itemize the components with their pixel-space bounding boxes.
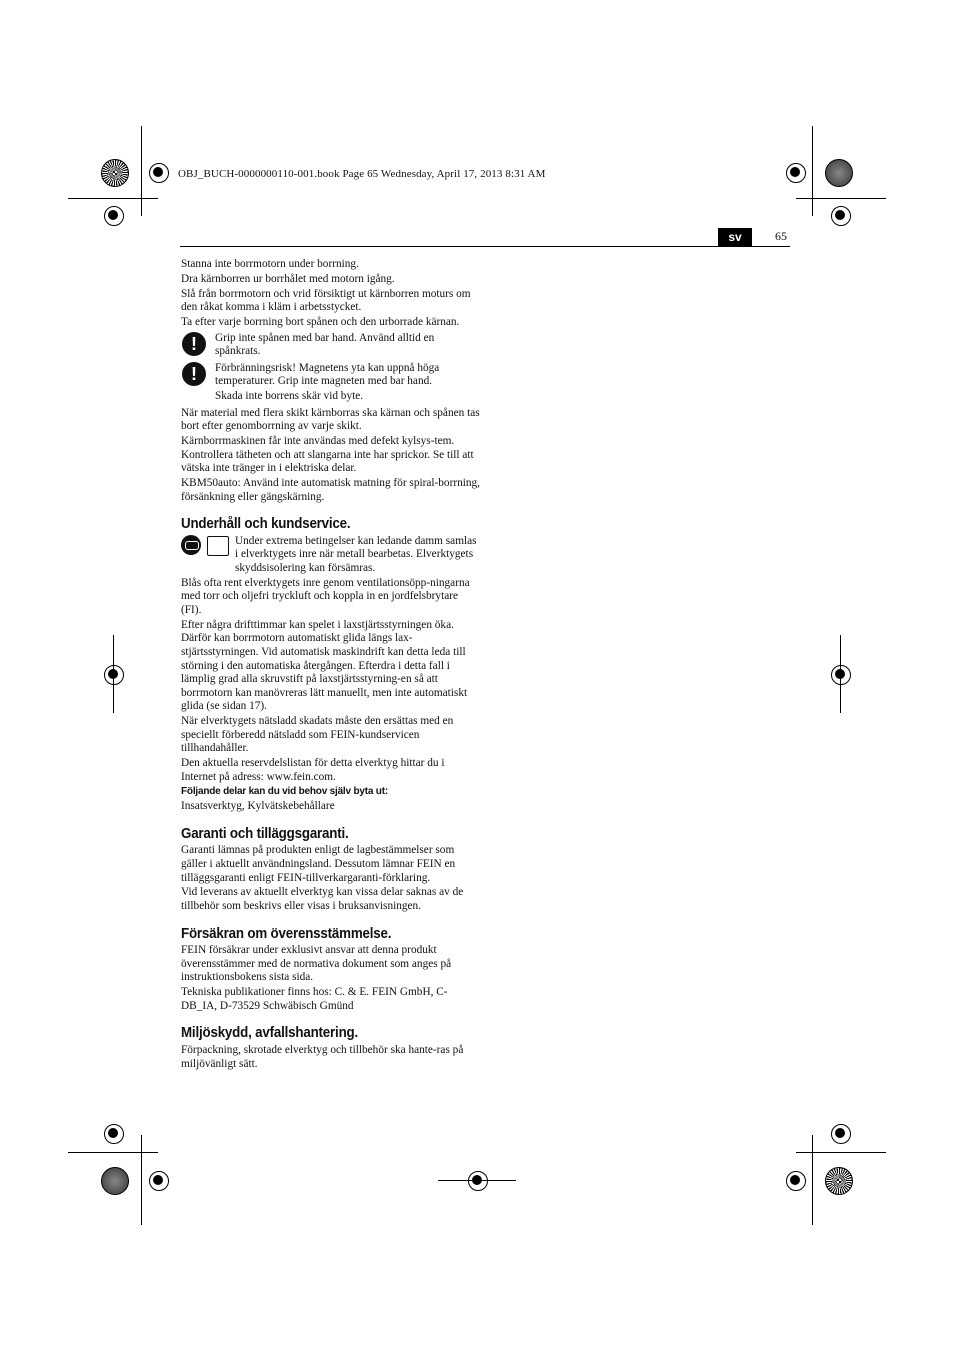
warning-block: [181, 332, 481, 359]
crop-mark: [438, 1180, 516, 1181]
warning-text: Förbränningsrisk! Magnetens yta kan uppnå höga temperaturer. Grip inte magneten med bar hand.: [215, 361, 440, 388]
color-rosette: [825, 1167, 853, 1195]
paragraph: FEIN försäkrar under exklusivt ansvar att denna produkt överensstämmer med de normativa dokument som anges på instruktionsbokens sista sida.: [181, 944, 452, 984]
paragraph: När material med flera skikt kärnborras ska kärnan och spånen tas bort efter genomborrning av varje skikt.: [181, 406, 480, 433]
crosshair-mark: [468, 1171, 488, 1191]
crosshair-mark: [786, 1171, 806, 1191]
warning-text: Skada inte borrens skär vid byte.: [215, 390, 364, 403]
crosshair-mark: [104, 665, 124, 685]
eye-protection-icon: [181, 535, 201, 555]
book-header: OBJ_BUCH-0000000110-001.book Page 65 Wednesday, April 17, 2013 8:31 AM: [178, 168, 546, 180]
subheading: Följande delar kan du vid behov själv byta ut:: [181, 786, 388, 798]
header-rule: [180, 246, 790, 247]
crosshair-mark: [149, 1171, 169, 1191]
icon-notice: [181, 535, 481, 576]
color-rosette: [101, 1167, 129, 1195]
warning-text: Grip inte spånen med bar hand. Använd alltid en spånkrats.: [215, 331, 435, 358]
exclamation-icon: !: [182, 362, 206, 386]
paragraph: När elverktygets nätsladd skadats måste den ersättas med en speciellt förberedd nätsladd som FEIN-kundservicen tillhandahåller.: [181, 715, 454, 755]
page-number: 65: [775, 229, 787, 243]
paragraph: Dra kärnborren ur borrhålet med motorn igång.: [181, 272, 395, 285]
crop-mark: [796, 1152, 886, 1153]
color-rosette: [101, 159, 129, 187]
section-heading: Miljöskydd, avfallshantering.: [181, 1025, 359, 1042]
paragraph: Vid leverans av aktuellt elverktyg kan vissa delar saknas av de tillbehör som beskrivs eller visas i bruksanvisningen.: [181, 886, 464, 912]
crosshair-mark: [831, 1124, 851, 1144]
crosshair-mark: [104, 1124, 124, 1144]
paragraph: Kärnborrmaskinen får inte användas med defekt kylsys-tem. Kontrollera tätheten och att slangarna inte har sprickor. Se till att vätska inte tränger in i elektriska delar.: [181, 435, 474, 475]
crop-mark: [812, 126, 813, 216]
crosshair-mark: [831, 206, 851, 226]
color-rosette: [825, 159, 853, 187]
crosshair-mark: [104, 206, 124, 226]
paragraph: Tekniska publikationer finns hos: C. & E. FEIN GmbH, C-DB_IA, D-73529 Schwäbisch Gmünd: [181, 986, 448, 1012]
crop-mark: [113, 635, 114, 713]
crop-mark: [141, 1135, 142, 1225]
section-heading: Underhåll och kundservice.: [181, 516, 351, 533]
crop-mark: [68, 198, 158, 199]
section-heading: Garanti och tilläggsgaranti.: [181, 825, 349, 842]
notice-text: Under extrema betingelser kan ledande damm samlas i elverktygets inre när metall bearbetas. Elverktygets skyddsisolering kan försämras.: [235, 534, 477, 574]
crop-mark: [141, 126, 142, 216]
paragraph: KBM50auto: Använd inte automatisk matning för spiral-borrning, försänkning eller gängskärning.: [181, 477, 481, 503]
crop-mark: [796, 198, 886, 199]
paragraph: Stanna inte borrmotorn under borrning.: [181, 258, 359, 270]
crop-mark: [840, 635, 841, 713]
crosshair-mark: [786, 163, 806, 183]
paragraph: Den aktuella reservdelslistan för detta elverktyg hittar du i Internet på adress: www.fein.com.: [181, 757, 445, 783]
paragraph: Garanti lämnas på produkten enligt de lagbestämmelser som gäller i aktuellt användningsland. Dessutom lämnar FEIN en tilläggsgaranti enligt FEIN-tillverkargaranti-förklaring.: [181, 844, 456, 884]
crop-mark: [68, 1152, 158, 1153]
crosshair-mark: [831, 665, 851, 685]
paragraph: Slå från borrmotorn och vrid försiktigt ut kärnborren moturs om den råkat komma i kläm i arbetsstycket.: [181, 287, 471, 314]
notice-icons: [181, 535, 233, 557]
warning-block: [181, 362, 481, 404]
crop-mark: [812, 1135, 813, 1225]
exclamation-icon: !: [182, 332, 206, 356]
language-badge: sv: [718, 228, 752, 246]
section-heading: Försäkran om överensstämmelse.: [181, 925, 392, 942]
paragraph: Efter några drifttimmar kan spelet i laxstjärtsstyrningen öka. Därför kan borrmotorn automatiskt glida längs lax-stjärtsstyrningen. Vid automatisk maskindrift kan detta leda till störning i den automatiska återgången. Efterdra i detta fall i lämplig grad alla skruvstift på laxstjärtsstyrning-en så att borrmotorn kan manövreras lätt manuellt, men inte automatiskt glida (se sidan 17).: [181, 618, 468, 713]
text-column: [181, 258, 481, 1072]
fi-breaker-icon: [207, 536, 229, 556]
paragraph: Blås ofta rent elverktygets inre genom ventilationsöpp-ningarna med torr och oljefri tryckluft och koppla in en jordfelsbrytare (FI).: [181, 576, 470, 616]
paragraph: Insatsverktyg, Kylvätskebehållare: [181, 800, 335, 813]
paragraph: Ta efter varje borrning bort spånen och den urborrade kärnan.: [181, 315, 460, 328]
paragraph: Förpackning, skrotade elverktyg och tillbehör ska hante-ras på miljövänligt sätt.: [181, 1043, 464, 1070]
crosshair-mark: [149, 163, 169, 183]
